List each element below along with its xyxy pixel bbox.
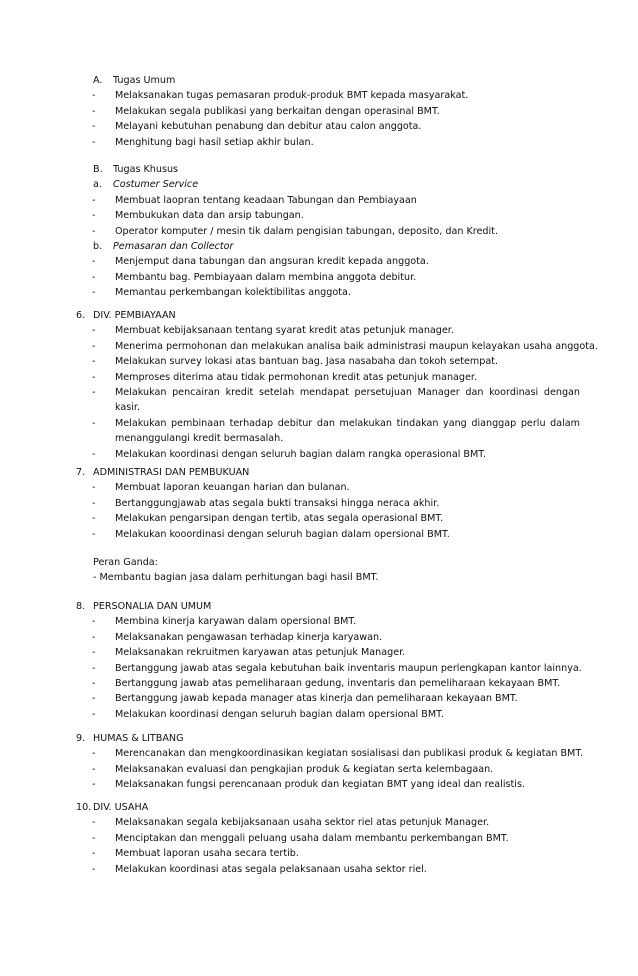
bullet-dash: - <box>92 693 96 705</box>
bullet-dash: - <box>92 763 96 775</box>
list-item <box>0 339 638 354</box>
list-item <box>0 777 638 792</box>
bullet-dash: - <box>92 817 96 829</box>
list-item-text: Bertanggung jawab atas segala kebutuhan baik inventaris maupun perlengkapan kantor lainnya. <box>115 662 582 674</box>
bullet-dash: - <box>92 647 96 659</box>
bullet-dash: - <box>92 662 96 674</box>
list-item <box>0 254 638 269</box>
list-item-text: Membuat laporan keuangan harian dan bulanan. <box>115 482 350 494</box>
list-item <box>0 862 638 877</box>
section-number: 6. <box>76 310 86 321</box>
list-item <box>0 676 638 691</box>
section-number: 7. <box>76 467 86 478</box>
bullet-dash: - <box>92 528 96 540</box>
bullet-dash: - <box>92 136 96 148</box>
list-item <box>0 815 638 830</box>
section-number: 10. <box>76 802 92 813</box>
subsection-title: Tugas Khusus <box>113 164 179 175</box>
bullet-dash: - <box>92 832 96 844</box>
list-item-text: Melaksanakan evaluasi dan pengkajian produk & kegiatan serta kelembagaan. <box>115 763 494 775</box>
bullet-dash: - <box>92 417 96 429</box>
list-item <box>0 208 638 223</box>
list-item-text: Membuat kebijaksanaan tentang syarat kredit atas petunjuk manager. <box>115 325 454 337</box>
list-item-text: Memproses diterima atau tidak permohonan kredit atas petunjuk manager. <box>115 371 478 383</box>
list-item-text: Melakukan pembinaan terhadap debitur dan melakukan tindakan yang dianggap perlu dalam <box>115 417 580 429</box>
bullet-dash: - <box>92 105 96 117</box>
list-item-text: Operator komputer / mesin tik dalam pengisian tabungan, deposito, dan Kredit. <box>115 225 498 237</box>
bullet-dash: - <box>92 513 96 525</box>
section-heading <box>0 599 638 614</box>
list-item <box>0 661 638 676</box>
list-item-text: Melayani kebutuhan penabung dan debitur atau calon anggota. <box>115 121 422 133</box>
list-item <box>0 370 638 385</box>
list-item-text: Menjemput dana tabungan dan angsuran kredit kepada anggota. <box>115 256 429 268</box>
bullet-dash: - <box>92 482 96 494</box>
subheading-pemasaran <box>0 239 638 254</box>
peran-ganda-title <box>0 555 638 570</box>
subheading-customer-service <box>0 177 638 192</box>
bullet-dash: - <box>92 497 96 509</box>
bullet-dash: - <box>92 90 96 102</box>
bullet-dash: - <box>92 194 96 206</box>
section-title: PERSONALIA DAN UMUM <box>93 601 212 612</box>
list-item <box>0 614 638 629</box>
bullet-dash: - <box>92 225 96 237</box>
list-item-text: Melakukan koordinasi atas segala pelaksanaan usaha sektor riel. <box>115 863 427 875</box>
list-item <box>0 285 638 300</box>
subheading-label: a. <box>93 179 102 191</box>
subsection-label: A. <box>93 75 103 86</box>
section-title: DIV. PEMBIAYAAN <box>93 310 176 321</box>
list-item-continuation <box>0 431 638 446</box>
list-item-text: Bertanggung jawab atas pemeliharaan gedung, inventaris dan pemeliharaan kekayaan BMT. <box>115 677 561 689</box>
list-item <box>0 511 638 526</box>
bullet-dash: - <box>92 863 96 875</box>
bullet-dash: - <box>92 748 96 760</box>
list-item-text: Membantu bag. Pembiayaan dalam membina anggota debitur. <box>115 271 417 283</box>
section-heading <box>0 800 638 815</box>
bullet-dash: - <box>92 340 96 352</box>
subheading-title: Costumer Service <box>113 179 199 191</box>
list-item <box>0 831 638 846</box>
peran-ganda <box>0 555 638 586</box>
section-number: 9. <box>76 733 86 744</box>
list-item-text: Bertanggung jawab kepada manager atas kinerja dan pemeliharaan kekayaan BMT. <box>115 693 518 705</box>
section-tugas-umum <box>0 73 638 150</box>
list-item-text: Melakukan koordinasi dengan seluruh bagian dalam opersional BMT. <box>115 708 444 720</box>
list-item <box>0 691 638 706</box>
peran-ganda-item-text: - Membantu bagian jasa dalam perhitungan bagi hasil BMT. <box>93 572 379 584</box>
list-item <box>0 270 638 285</box>
section-administrasi <box>0 465 638 542</box>
section-title: ADMINISTRASI DAN PEMBUKUAN <box>93 467 250 478</box>
list-item-text: menanggulangi kredit bermasalah. <box>115 433 284 445</box>
list-item-text: Membuat laporan usaha secara tertib. <box>115 848 299 860</box>
list-item-text: Membina kinerja karyawan dalam opersional BMT. <box>115 616 357 628</box>
section-div-usaha <box>0 800 638 877</box>
subheading-title: Pemasaran dan Collector <box>113 240 234 252</box>
list-item-text: Melakukan pengarsipan dengan tertib, atas segala operasional BMT. <box>115 513 444 525</box>
bullet-dash: - <box>92 271 96 283</box>
section-heading <box>0 465 638 480</box>
list-item <box>0 385 638 400</box>
list-item-text: Melaksanakan tugas pemasaran produk-produk BMT kepada masyarakat. <box>115 90 469 102</box>
section-personalia <box>0 599 638 722</box>
list-item-text: Menerima permohonan dan melakukan analisa baik administrasi maupun kelayakan usaha anggota. <box>115 340 598 352</box>
list-item <box>0 762 638 777</box>
list-item-text: Membukukan data dan arsip tabungan. <box>115 210 304 222</box>
section-heading <box>0 731 638 746</box>
list-item-continuation <box>0 400 638 415</box>
section-heading <box>0 308 638 323</box>
list-item-text: Melaksanakan pengawasan terhadap kinerja karyawan. <box>115 631 383 643</box>
bullet-dash: - <box>92 371 96 383</box>
section-title: HUMAS & LITBANG <box>93 733 184 744</box>
section-humas-litbang <box>0 731 638 793</box>
bullet-dash: - <box>92 325 96 337</box>
list-item-text: Merencanakan dan mengkoordinasikan kegiatan sosialisasi dan publikasi produk & kegiatan BMT. <box>115 748 584 760</box>
section-number: 8. <box>76 601 86 612</box>
list-item <box>0 193 638 208</box>
list-item-text: Menciptakan dan menggali peluang usaha dalam membantu perkembangan BMT. <box>115 832 509 844</box>
list-item-text: Bertanggungjawab atas segala bukti transaksi hingga neraca akhir. <box>115 497 440 509</box>
subsection-title: Tugas Umum <box>113 75 176 86</box>
bullet-dash: - <box>92 677 96 689</box>
list-item-text: Melaksanakan rekruitmen karyawan atas petunjuk Manager. <box>115 647 406 659</box>
peran-ganda-title-text: Peran Ganda: <box>93 557 158 568</box>
list-item-text: Melakukan segala publikasi yang berkaitan dengan operasinal BMT. <box>115 105 440 117</box>
list-item-text: Melakukan survey lokasi atas bantuan bag. Jasa nasabaha dan tokoh setempat. <box>115 356 499 368</box>
list-item <box>0 88 638 103</box>
list-item <box>0 630 638 645</box>
bullet-dash: - <box>92 708 96 720</box>
list-item-text: Menghitung bagi hasil setiap akhir bulan. <box>115 136 314 148</box>
bullet-dash: - <box>92 210 96 222</box>
list-item <box>0 104 638 119</box>
bullet-dash: - <box>92 448 96 460</box>
list-item <box>0 135 638 150</box>
bullet-dash: - <box>92 287 96 299</box>
peran-ganda-item <box>0 570 638 585</box>
bullet-dash: - <box>92 121 96 133</box>
list-item-text: Membuat laopran tentang keadaan Tabungan dan Pembiayaan <box>115 194 417 206</box>
list-item-text: Memantau perkembangan kolektibilitas anggota. <box>115 287 351 299</box>
list-item <box>0 447 638 462</box>
list-item <box>0 846 638 861</box>
list-item <box>0 645 638 660</box>
bullet-dash: - <box>92 256 96 268</box>
section-tugas-khusus <box>0 162 638 301</box>
subheading-label: b. <box>93 240 103 252</box>
list-item-text: Melakukan kooordinasi dengan seluruh bagian dalam opersional BMT. <box>115 528 450 540</box>
bullet-dash: - <box>92 779 96 791</box>
subsection-label: B. <box>93 164 103 175</box>
list-item <box>0 496 638 511</box>
section-title: DIV. USAHA <box>93 802 149 813</box>
list-item <box>0 354 638 369</box>
list-item-text: Melaksanakan fungsi perencanaan produk dan kegiatan BMT yang ideal dan realistis. <box>115 779 525 791</box>
list-item <box>0 224 638 239</box>
subsection-heading <box>0 162 638 177</box>
list-item <box>0 416 638 431</box>
list-item-text: Melakukan pencairan kredit setelah mendapat persetujuan Manager dan koordinasi dengan <box>115 386 580 398</box>
list-item <box>0 323 638 338</box>
list-item <box>0 746 638 761</box>
bullet-dash: - <box>92 386 96 398</box>
list-item-text: kasir. <box>115 402 141 414</box>
bullet-dash: - <box>92 848 96 860</box>
list-item <box>0 480 638 495</box>
section-div-pembiayaan <box>0 308 638 462</box>
list-item <box>0 527 638 542</box>
list-item <box>0 707 638 722</box>
subsection-heading <box>0 73 638 88</box>
list-item <box>0 119 638 134</box>
list-item-text: Melakukan koordinasi dengan seluruh bagian dalam rangka operasional BMT. <box>115 448 487 460</box>
bullet-dash: - <box>92 356 96 368</box>
list-item-text: Melaksanakan segala kebijaksanaan usaha sektor riel atas petunjuk Manager. <box>115 817 490 829</box>
bullet-dash: - <box>92 616 96 628</box>
bullet-dash: - <box>92 631 96 643</box>
